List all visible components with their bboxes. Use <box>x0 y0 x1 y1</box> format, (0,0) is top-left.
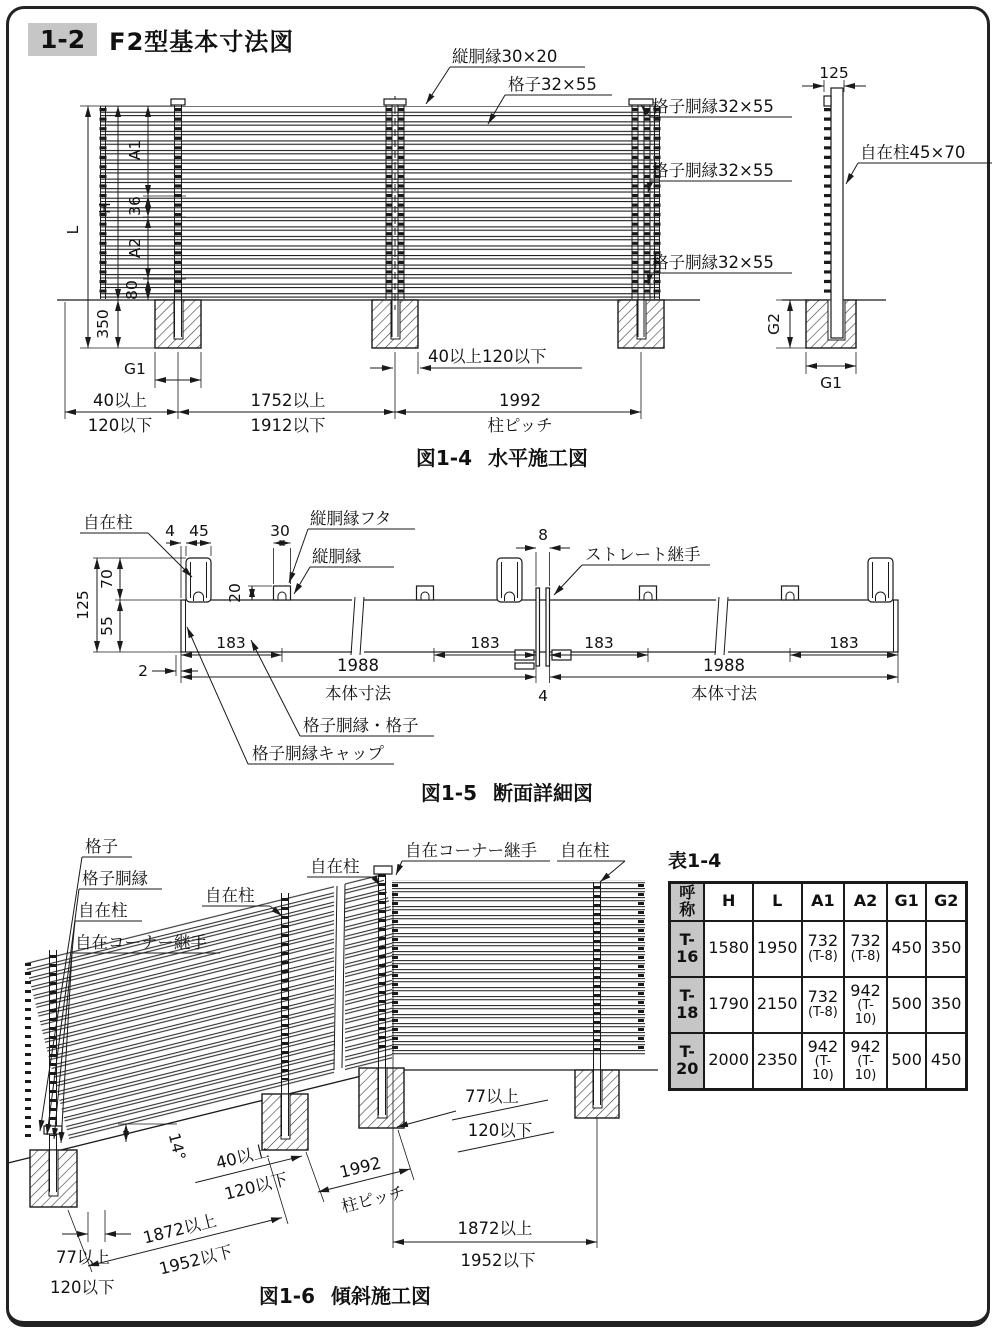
dim-183-1: 183 <box>216 634 246 652</box>
dim-4b: 4 <box>538 687 548 705</box>
label-post16b: 自在柱 <box>205 886 255 905</box>
cell-A1-sub: (T-8) <box>807 949 838 965</box>
table-row <box>670 977 967 1033</box>
fig16-caption-text: 傾斜施工図 <box>331 1284 431 1308</box>
cell-H: 2000 <box>704 1033 752 1090</box>
label-body-2: 本体寸法 <box>691 684 757 703</box>
fig15-caption-no: 図1-5 <box>420 781 477 805</box>
dim-G1-side: G1 <box>820 374 842 392</box>
figure-1-6-slope-installation <box>0 810 700 1333</box>
dim-120-bl: 120以下 <box>50 1278 115 1297</box>
section-header <box>28 22 294 57</box>
cell-L: 2350 <box>753 1033 802 1090</box>
dim-77-tr: 77以上 <box>465 1087 519 1106</box>
label-rail-cap: 格子胴縁キャップ <box>252 744 384 763</box>
dim-40over-slope: 40以上 <box>213 1141 271 1173</box>
dim-40over: 40以上 <box>93 391 147 410</box>
cell-name: T-20 <box>670 1033 705 1090</box>
cell-L: 2150 <box>753 977 802 1033</box>
cell-H: 1790 <box>704 977 752 1033</box>
dim-2: 2 <box>138 662 148 680</box>
cell-G1: 500 <box>887 1033 927 1090</box>
dim-350: 350 <box>94 309 112 339</box>
dim-angle-14: 14° <box>164 1131 189 1163</box>
cell-A1-sub: (T-8) <box>807 1005 838 1021</box>
label-post16d: 自在柱 <box>560 841 610 860</box>
bottom-dimensions <box>65 302 641 435</box>
dim-H: H <box>96 202 114 214</box>
label-kdob16: 格子胴縁 <box>82 869 148 888</box>
cell-A1 <box>802 921 845 977</box>
cell-G1: 500 <box>887 977 927 1033</box>
fig15-caption-text: 断面詳細図 <box>493 781 593 805</box>
dim-183-4: 183 <box>829 634 859 652</box>
dim-80: 80 <box>123 280 141 300</box>
col-G1: G1 <box>887 883 927 921</box>
label-jizaibashira-45x70: 自在柱45×70 <box>860 143 966 162</box>
dim-8: 8 <box>538 526 548 544</box>
table-header-row <box>670 883 967 921</box>
dim-1992: 1992 <box>499 391 541 410</box>
cell-A2 <box>844 921 887 977</box>
fig14-caption <box>416 446 588 470</box>
fig16-caption-no: 図1-6 <box>258 1284 315 1308</box>
dim-1988-2: 1988 <box>703 656 745 675</box>
label-koshi: 格子32×55 <box>508 75 597 94</box>
col-A1: A1 <box>802 883 845 921</box>
col-name: 呼称 <box>670 883 705 921</box>
cell-A2-val: 942 <box>850 1036 881 1056</box>
cell-name: T-18 <box>670 977 705 1033</box>
dim-1952-h: 1952以下 <box>460 1251 536 1270</box>
section-number-badge: 1-2 <box>28 23 97 57</box>
post-profile <box>868 558 893 602</box>
dim-70: 70 <box>98 569 116 589</box>
col-L: L <box>753 883 802 921</box>
dim-pitch-slope: 柱ピッチ <box>339 1182 408 1217</box>
dim-30: 30 <box>270 522 290 540</box>
cell-A2-val: 732 <box>850 931 881 951</box>
dim-1752over: 1752以上 <box>250 391 326 410</box>
col-H: H <box>704 883 752 921</box>
cell-A2-val: 942 <box>850 980 881 1000</box>
label-koshi16: 格子 <box>85 837 118 856</box>
cell-L: 1950 <box>753 921 802 977</box>
cell-A2-sub: (T-10) <box>854 1054 877 1083</box>
dim-L: L <box>64 225 82 235</box>
figure-1-5-section-detail <box>0 480 1000 805</box>
fence-elevation <box>57 96 700 348</box>
page-title: F2型基本寸法図 <box>109 28 295 56</box>
post-profile <box>186 558 211 602</box>
label-tate2: 縦胴縁 <box>312 547 362 566</box>
cell-A2-sub: (T-10) <box>854 998 877 1027</box>
dim-A2: A2 <box>126 237 144 259</box>
dim-G1: G1 <box>124 360 146 378</box>
table-title: 表1-4 <box>668 850 722 872</box>
fig14-caption-no: 図1-4 <box>415 446 472 470</box>
cell-A1-sub: (T-10) <box>812 1054 834 1083</box>
post-side-view <box>765 64 992 392</box>
label-koshi-doubuchi-2: 格子胴縁32×55 <box>652 161 774 180</box>
label-corner16b: 自在コーナー継手 <box>405 841 537 860</box>
cell-G2: 350 <box>926 921 966 977</box>
dim-183-2: 183 <box>470 634 500 652</box>
col-A2: A2 <box>844 883 887 921</box>
label-post: 自在柱 <box>83 513 133 532</box>
dim-1988-1: 1988 <box>337 656 379 675</box>
dim-4a: 4 <box>165 522 175 540</box>
footing <box>155 300 664 348</box>
dim-36: 36 <box>126 196 144 216</box>
dim-40-120-mid: 40以上120以下 <box>428 347 547 366</box>
label-koshi-doubuchi-1: 格子胴縁32×55 <box>652 97 774 116</box>
label-body-1: 本体寸法 <box>325 684 391 703</box>
cell-H: 1580 <box>704 921 752 977</box>
dim-77-bl: 77以上 <box>56 1248 110 1267</box>
spec-table <box>668 881 968 1091</box>
cell-A2 <box>844 1033 887 1090</box>
label-tate-doubuchi: 縦胴縁30×20 <box>452 47 558 66</box>
label-koshi-doubuchi-3: 格子胴縁32×55 <box>652 253 774 272</box>
cell-A1 <box>802 977 845 1033</box>
cell-A2-sub: (T-8) <box>850 949 881 965</box>
cell-A1-val: 732 <box>807 987 839 1007</box>
dim-45: 45 <box>189 522 209 540</box>
cell-G2: 450 <box>926 1033 966 1090</box>
cell-A1-val: 732 <box>807 931 839 951</box>
label-rail-grid: 格子胴縁・格子 <box>303 716 419 735</box>
fig14-caption-text: 水平施工図 <box>488 446 588 470</box>
label-straight-joint: ストレート継手 <box>585 545 701 564</box>
dim-120under-slope: 120以下 <box>222 1169 290 1204</box>
dim-55: 55 <box>98 616 116 636</box>
dim-183-3: 183 <box>584 634 614 652</box>
dim-1912under: 1912以下 <box>250 416 326 435</box>
dim-1872-h: 1872以上 <box>457 1219 533 1238</box>
dim-post-pitch: 柱ピッチ <box>487 416 553 435</box>
label-post16a: 自在柱 <box>78 901 128 920</box>
cell-A1-val: 942 <box>807 1036 839 1056</box>
cell-G2: 350 <box>926 977 966 1033</box>
dim-A1: A1 <box>126 139 144 161</box>
dim-120-tr: 120以下 <box>467 1121 533 1140</box>
dim-1872-slope: 1872以上 <box>141 1210 219 1248</box>
dim-1952-slope: 1952以下 <box>157 1241 235 1279</box>
col-G2: G2 <box>926 883 966 921</box>
spec-table-section <box>668 846 968 1091</box>
dim-1992-slope: 1992 <box>337 1153 384 1182</box>
fig15-caption <box>421 781 593 805</box>
label-futa: 縦胴縁フタ <box>310 509 392 528</box>
table-row <box>670 921 967 977</box>
figure-1-4-horizontal-installation <box>0 47 1000 480</box>
dim-20: 20 <box>226 583 244 603</box>
label-corner16a: 自在コーナー継手 <box>75 933 207 952</box>
post-profile <box>497 558 522 602</box>
cell-name: T-16 <box>670 921 705 977</box>
table-row <box>670 1033 967 1090</box>
dim-120under: 120以下 <box>87 416 153 435</box>
dim-125v: 125 <box>74 590 92 620</box>
label-post16c: 自在柱 <box>310 857 360 876</box>
cell-A1 <box>802 1033 845 1090</box>
cell-G1: 450 <box>887 921 927 977</box>
cell-A2 <box>844 977 887 1033</box>
dim-125: 125 <box>819 64 849 82</box>
dim-G2: G2 <box>765 313 783 335</box>
fig16-caption <box>259 1284 431 1308</box>
